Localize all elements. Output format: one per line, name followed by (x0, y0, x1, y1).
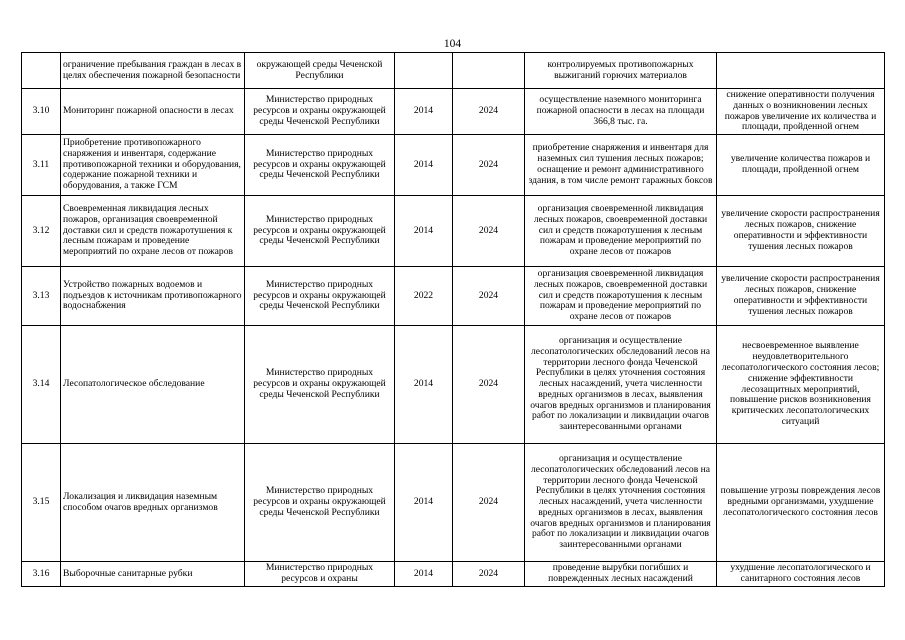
measure-name: Своевременная ликвидация лесных пожаров, организация своевременной доставки сил и средств пожаротушения к лесным пожарам и проведение мероприятий по охране лесов от пожаров (61, 196, 245, 267)
consequence: увеличение скорости распространения лесных пожаров, снижение оперативности и эффективности тушения лесных пожаров (717, 267, 885, 326)
measures-table (21, 52, 885, 587)
end-year: 2024 (453, 89, 525, 135)
expected-result: организация и осуществление лесопатологических обследований лесов на территории лесного фонда Чеченской Республики в целях уточнения состояния лесных насаждений, учета численности вредных организмов в лесах, выявления очагов вредных организмов и планирования работ по локализации и ликвидации очагов заинтересованными органами (525, 326, 717, 444)
executor: Министерство природных ресурсов и охраны окружающей среды Чеченской Республики (245, 196, 395, 267)
end-year: 2024 (453, 444, 525, 562)
consequence (717, 53, 885, 89)
expected-result: контролируемых противопожарных выжиганий горючих материалов (525, 53, 717, 89)
start-year: 2014 (395, 444, 453, 562)
table-row (22, 196, 885, 267)
table-row (22, 89, 885, 135)
row-number: 3.12 (22, 196, 61, 267)
measure-name: Выборочные санитарные рубки (61, 562, 245, 587)
end-year: 2024 (453, 135, 525, 196)
start-year (395, 53, 453, 89)
executor: Министерство природных ресурсов и охраны окружающей среды Чеченской Республики (245, 135, 395, 196)
end-year (453, 53, 525, 89)
measure-name: Локализация и ликвидация наземным способом очагов вредных организмов (61, 444, 245, 562)
end-year: 2024 (453, 267, 525, 326)
start-year: 2014 (395, 89, 453, 135)
table-row (22, 326, 885, 444)
table-row (22, 135, 885, 196)
executor: окружающей среды Чеченской Республики (245, 53, 395, 89)
expected-result: организация и осуществление лесопатологических обследований лесов на территории лесного фонда Чеченской Республики в целях уточнения состояния лесных насаждений, учета численности вредных организмов в лесах, выявления очагов вредных организмов и планирования работ по локализации и ликвидации очагов заинтересованными органами (525, 444, 717, 562)
row-number (22, 53, 61, 89)
row-number: 3.11 (22, 135, 61, 196)
measure-name: ограничение пребывания граждан в лесах в целях обеспечения пожарной безопасности (61, 53, 245, 89)
consequence: ухудшение лесопатологического и санитарного состояния лесов (717, 562, 885, 587)
table-row (22, 444, 885, 562)
executor: Министерство природных ресурсов и охраны окружающей среды Чеченской Республики (245, 444, 395, 562)
executor: Министерство природных ресурсов и охраны окружающей среды Чеченской Республики (245, 326, 395, 444)
row-number: 3.15 (22, 444, 61, 562)
expected-result: организация своевременной ликвидация лесных пожаров, своевременной доставки сил и средств пожаротушения к лесным пожарам и проведение мероприятий по охране лесов от пожаров (525, 267, 717, 326)
measure-name: Мониторинг пожарной опасности в лесах (61, 89, 245, 135)
measure-name: Приобретение противопожарного снаряжения и инвентаря, содержание противопожарной техники и оборудования, содержание пожарной техники и оборудования, а также ГСМ (61, 135, 245, 196)
page-number: 104 (443, 38, 462, 50)
executor: Министерство природных ресурсов и охраны окружающей среды Чеченской Республики (245, 267, 395, 326)
measure-name: Лесопатологическое обследование (61, 326, 245, 444)
start-year: 2014 (395, 135, 453, 196)
consequence: увеличение скорости распространения лесных пожаров, снижение оперативности и эффективности тушения лесных пожаров (717, 196, 885, 267)
start-year: 2014 (395, 326, 453, 444)
consequence: повышение угрозы повреждения лесов вредными организмами, ухудшение лесопатологического состояния лесов (717, 444, 885, 562)
expected-result: проведение вырубки погибших и поврежденных лесных насаждений (525, 562, 717, 587)
end-year: 2024 (453, 196, 525, 267)
end-year: 2024 (453, 562, 525, 587)
start-year: 2014 (395, 196, 453, 267)
row-number: 3.16 (22, 562, 61, 587)
executor: Министерство природных ресурсов и охраны окружающей среды Чеченской Республики (245, 89, 395, 135)
consequence: несвоевременное выявление неудовлетворительного лесопатологического состояния лесов; снижение эффективности лесозащитных мероприятий, повышение рисков возникновения критических лесопатологических ситуаций (717, 326, 885, 444)
consequence: снижение оперативности получения данных о возникновении лесных пожаров увеличение их количества и площади, пройденной огнем (717, 89, 885, 135)
table-row (22, 53, 885, 89)
row-number: 3.10 (22, 89, 61, 135)
start-year: 2022 (395, 267, 453, 326)
expected-result: организация своевременной ликвидация лесных пожаров, своевременной доставки сил и средств пожаротушения к лесным пожарам и проведение мероприятий по охране лесов от пожаров (525, 196, 717, 267)
executor: Министерство природных ресурсов и охраны (245, 562, 395, 587)
table-row (22, 267, 885, 326)
start-year: 2014 (395, 562, 453, 587)
measure-name: Устройство пожарных водоемов и подъездов к источникам противопожарного водоснабжения (61, 267, 245, 326)
expected-result: осуществление наземного мониторинга пожарной опасности в лесах на площади 366,8 тыс. га. (525, 89, 717, 135)
end-year: 2024 (453, 326, 525, 444)
row-number: 3.14 (22, 326, 61, 444)
expected-result: приобретение снаряжения и инвентаря для наземных сил тушения лесных пожаров; оснащение и ремонт административного здания, в том числе ремонт гаражных боксов (525, 135, 717, 196)
row-number: 3.13 (22, 267, 61, 326)
consequence: увеличение количества пожаров и площади, пройденной огнем (717, 135, 885, 196)
table-row (22, 562, 885, 587)
